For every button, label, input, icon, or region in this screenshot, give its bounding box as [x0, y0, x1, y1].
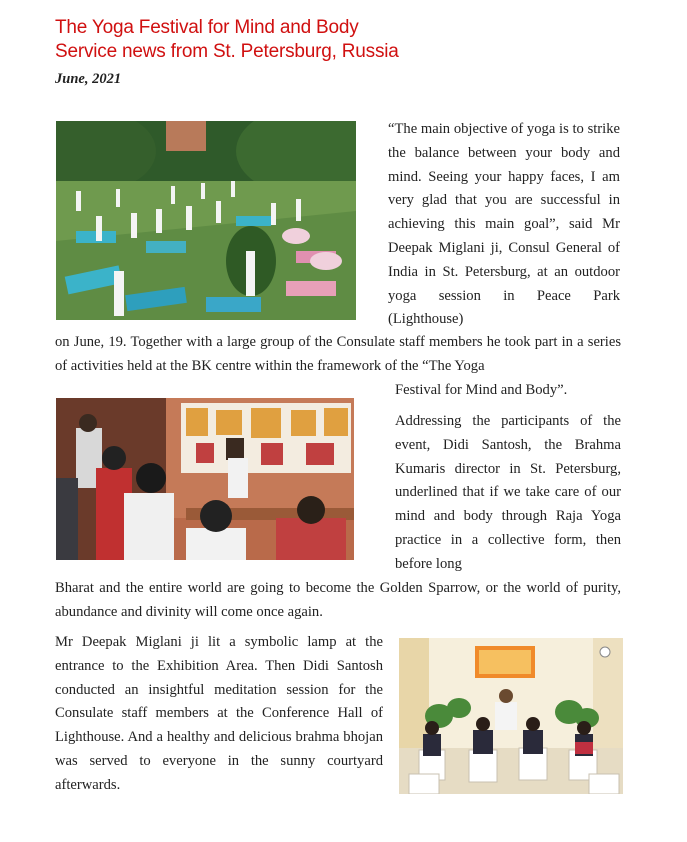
photo-exhibition-visit: [56, 398, 354, 560]
paragraph-1-right: “The main objective of yoga is to strike the balance between your body and mind. Seeing your happy faces, I am very glad that you are successful in achieving this main goal”, said Mr Deepak Miglani ji, Consul General of India in St. Petersburg, at an outdoor yoga session in Peace Park (Lighthouse): [388, 121, 620, 328]
photo-conference-hall: [399, 638, 623, 794]
paragraph-3: Mr Deepak Miglani ji lit a symbolic lamp at the entrance to the Exhibition Area. Then Didi Santosh conducted an insightful meditation session for the Consulate staff members at the Conference Hall of Lighthouse. And a healthy and delicious brahma bhojan was served to everyone in the sunny courtyard afterwards.: [55, 634, 383, 793]
paragraph-1-end: Festival for Mind and Body”.: [395, 382, 568, 398]
photo-outdoor-yoga: [56, 121, 356, 320]
title-line-2: Service news from St. Petersburg, Russia: [55, 41, 399, 62]
paragraph-2-continued: Bharat and the entire world are going to become the Golden Sparrow, or the world of purity, abundance and divinity will come once again.: [55, 580, 621, 620]
paragraph-1-continued: on June, 19. Together with a large group of the Consulate staff members he took part in a series of activities held at the BK centre within the framework of the “The Yoga: [55, 334, 621, 374]
article-title: [55, 16, 399, 64]
paragraph-2-right: Addressing the participants of the event, Didi Santosh, the Brahma Kumaris director in St. Petersburg, underlined that if we take care of our mind and body through Raja Yoga practice in a collective form, then before long: [395, 413, 621, 572]
title-line-1: The Yoga Festival for Mind and Body: [55, 17, 359, 38]
article-date: June, 2021: [55, 71, 122, 87]
